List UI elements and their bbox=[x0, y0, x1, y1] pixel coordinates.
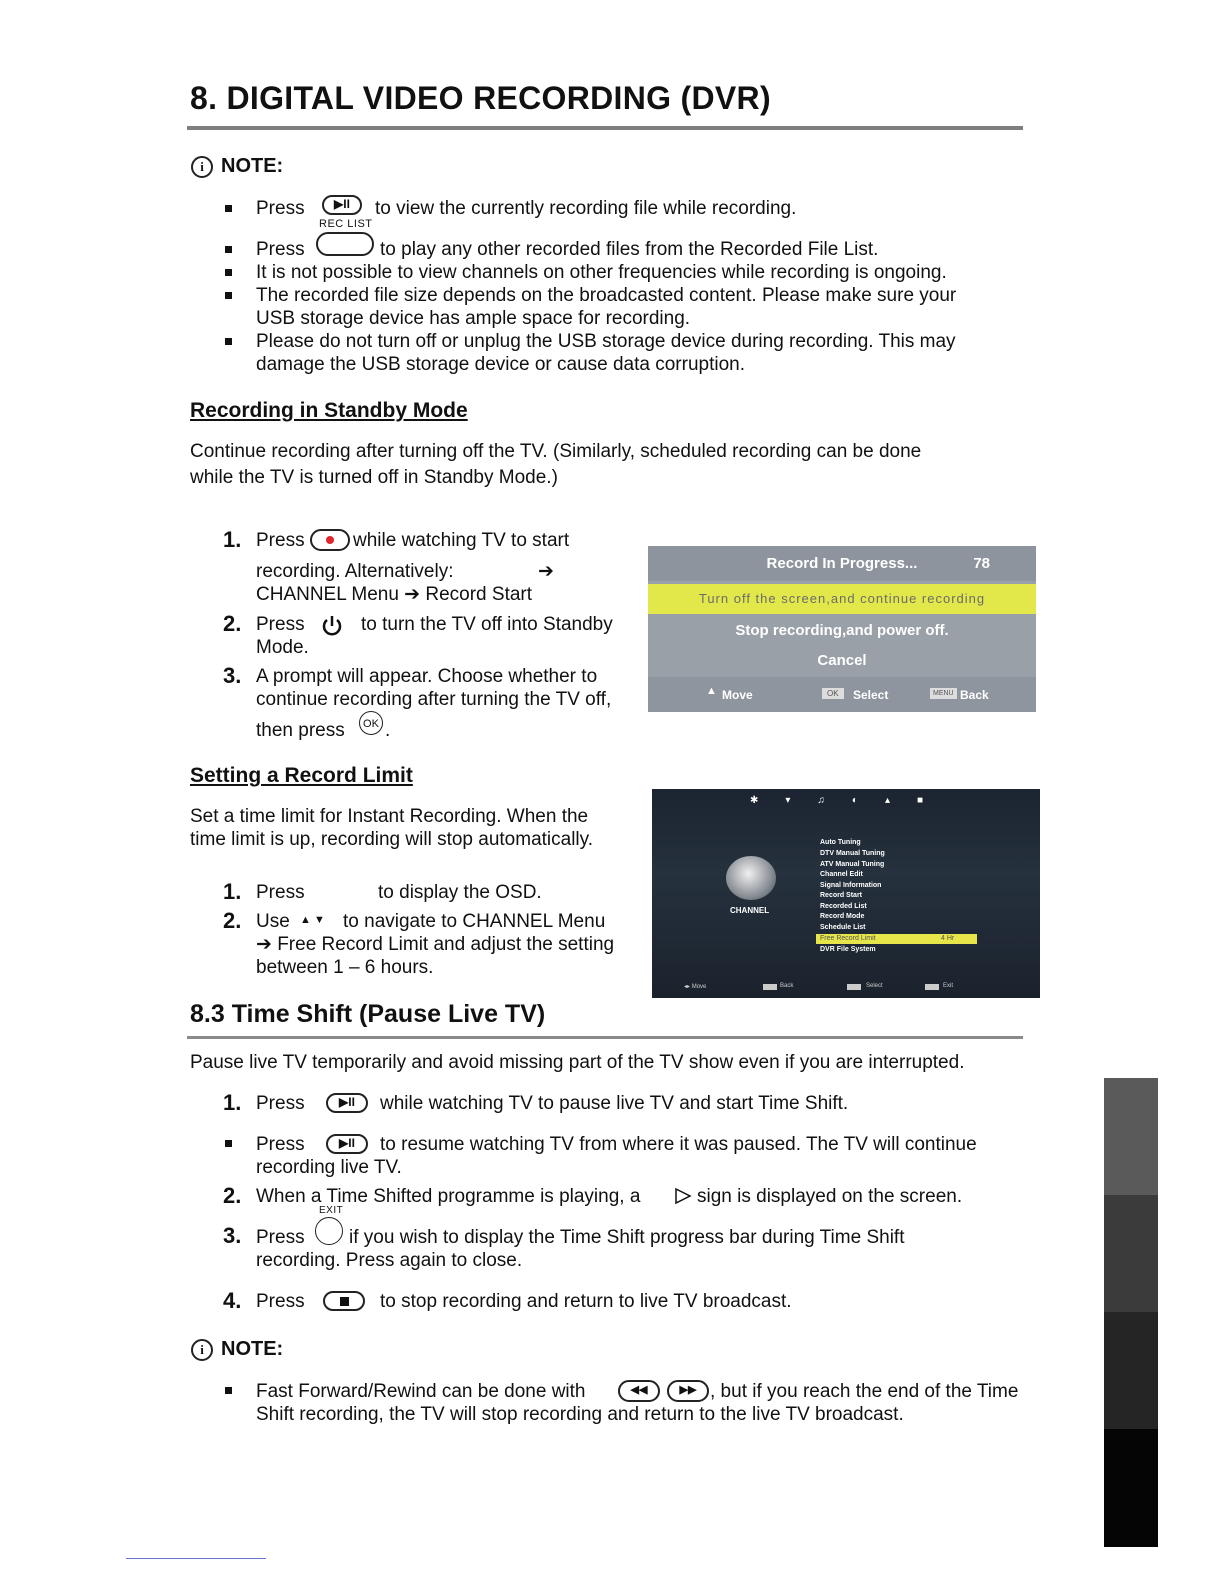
standby-step-2-b: to turn the TV off into Standby bbox=[361, 614, 613, 635]
limit-step-1-a: Press bbox=[256, 882, 305, 903]
note2-line-1-a: Fast Forward/Rewind can be done with bbox=[256, 1381, 586, 1402]
menu-item: Recorded List bbox=[820, 903, 867, 910]
menu-item: DVR File System bbox=[820, 946, 876, 953]
menu-item: Record Start bbox=[820, 892, 863, 899]
note2-line-2: Shift recording, the TV will stop recording and return to the live TV broadcast. bbox=[256, 1404, 904, 1425]
osd-option-cancel: Cancel bbox=[817, 652, 867, 669]
page-title: 8. DIGITAL VIDEO RECORDING (DVR) bbox=[190, 80, 771, 116]
timeshift-bullet-b: to resume watching TV from where it was paused. The TV will continue bbox=[380, 1134, 977, 1155]
play-pause-button-icon: ▶II bbox=[326, 1134, 368, 1154]
note-5-line-2: damage the USB storage device or cause data corruption. bbox=[256, 354, 746, 375]
step-number: 2. bbox=[223, 908, 242, 933]
info-icon: i bbox=[191, 156, 213, 178]
timeshift-bullet-line-2: recording live TV. bbox=[256, 1157, 402, 1178]
limit-intro-line-1: Set a time limit for Instant Recording. When the bbox=[190, 806, 589, 827]
limit-step-2-line-3: between 1 – 6 hours. bbox=[256, 957, 434, 978]
osd-option-continue: Turn off the screen,and continue recording bbox=[648, 584, 1036, 614]
step-number: 1. bbox=[223, 527, 242, 552]
timeshift-step-2-a: When a Time Shifted programme is playing, a bbox=[256, 1186, 641, 1207]
period: . bbox=[385, 720, 391, 741]
bullet bbox=[225, 269, 232, 276]
menu-item: ATV Manual Tuning bbox=[820, 861, 885, 868]
timeshift-step-1-b: while watching TV to pause live TV and start Time Shift. bbox=[380, 1093, 849, 1114]
osd-select-label: Select bbox=[853, 688, 889, 702]
limit-intro-line-2: time limit is up, recording will stop automatically. bbox=[190, 829, 594, 850]
limit-step-2-line-2: ➔ Free Record Limit and adjust the setting bbox=[256, 934, 615, 955]
standby-step-1-b: while watching TV to start bbox=[353, 530, 570, 551]
osd-move-label: Move bbox=[722, 688, 753, 702]
menu-item: Signal Information bbox=[820, 882, 882, 889]
rec-list-label: REC LIST bbox=[319, 218, 373, 230]
power-icon bbox=[320, 614, 344, 638]
note-1-text-b: to view the currently recording file while recording. bbox=[375, 198, 797, 219]
play-pause-button-icon: ▶II bbox=[322, 195, 362, 215]
exit-button-icon bbox=[315, 1217, 343, 1245]
note-label: NOTE: bbox=[221, 155, 284, 177]
osd-back-label: Back bbox=[960, 688, 989, 702]
menu-item: Channel Edit bbox=[820, 871, 863, 878]
channel-label: CHANNEL bbox=[730, 906, 770, 915]
footer-select-label: Select bbox=[866, 983, 883, 989]
standby-section-title: Recording in Standby Mode bbox=[190, 399, 468, 422]
note-4-line-1: The recorded file size depends on the broadcasted content. Please make sure your bbox=[256, 285, 957, 306]
note-1-text-a: Press bbox=[256, 198, 305, 219]
info-icon: i bbox=[191, 1339, 213, 1361]
osd-countdown: 78 bbox=[973, 555, 990, 572]
fast-forward-button-icon: ▶▶ bbox=[667, 1380, 709, 1402]
step-number: 4. bbox=[223, 1288, 242, 1313]
bullet bbox=[225, 1387, 232, 1394]
standby-intro-line-1: Continue recording after turning off the TV. (Similarly, scheduled recording can be done bbox=[190, 441, 922, 462]
record-dot-icon bbox=[326, 536, 334, 544]
osd-option-stop: Stop recording,and power off. bbox=[735, 622, 949, 639]
record-limit-section-title: Setting a Record Limit bbox=[190, 764, 413, 787]
timeshift-step-2-b: sign is displayed on the screen. bbox=[697, 1186, 963, 1207]
step-number: 2. bbox=[223, 611, 242, 636]
bullet bbox=[225, 246, 232, 253]
limit-step-2-b: to navigate to CHANNEL Menu bbox=[343, 911, 606, 932]
step-number: 2. bbox=[223, 1183, 242, 1208]
arrow-icon: ➔ bbox=[538, 561, 554, 582]
title-rule bbox=[187, 126, 1023, 130]
timeshift-step-3-b: if you wish to display the Time Shift progress bar during Time Shift bbox=[349, 1227, 905, 1248]
standby-intro-line-2: while the TV is turned off in Standby Mode.) bbox=[190, 467, 558, 488]
standby-step-3-line-1: A prompt will appear. Choose whether to bbox=[256, 666, 598, 687]
channel-menu-screenshot bbox=[652, 789, 1040, 998]
footer-move: ◂▸ Move bbox=[684, 984, 707, 990]
play-pause-button-icon: ▶II bbox=[326, 1093, 368, 1113]
timeshift-bullet-a: Press bbox=[256, 1134, 305, 1155]
side-tab bbox=[1104, 1195, 1158, 1312]
bullet bbox=[225, 338, 232, 345]
timeshift-intro: Pause live TV temporarily and avoid missing part of the TV show even if you are interrupted. bbox=[190, 1052, 965, 1073]
osd-menu-key: MENU bbox=[930, 688, 957, 699]
menu-item-highlighted: Free Record Limit bbox=[820, 935, 876, 942]
footer-key bbox=[925, 984, 939, 990]
stop-button-icon bbox=[323, 1291, 365, 1311]
footer-back-label: Back bbox=[780, 983, 794, 989]
timeshift-section-title: 8.3 Time Shift (Pause Live TV) bbox=[190, 1000, 546, 1028]
side-tab bbox=[1104, 1312, 1158, 1429]
menu-item-value: 4 Hr bbox=[941, 935, 955, 942]
standby-step-1-line-3: CHANNEL Menu ➔ Record Start bbox=[256, 584, 533, 605]
limit-step-1-b: to display the OSD. bbox=[378, 882, 542, 903]
menu-item: DTV Manual Tuning bbox=[820, 850, 885, 857]
bullet bbox=[225, 292, 232, 299]
standby-step-3-line-2: continue recording after turning the TV off, bbox=[256, 689, 612, 710]
footer-key bbox=[763, 984, 777, 990]
osd-footer bbox=[648, 677, 1036, 712]
menu-item: Schedule List bbox=[820, 924, 866, 931]
standby-step-3-line-3: then press bbox=[256, 720, 345, 741]
step-number: 1. bbox=[223, 1090, 242, 1115]
bullet bbox=[225, 1140, 232, 1147]
timeshift-step-4-b: to stop recording and return to live TV broadcast. bbox=[380, 1291, 792, 1312]
standby-step-1-line-2: recording. Alternatively: bbox=[256, 561, 454, 582]
ok-button-icon: OK bbox=[359, 711, 383, 735]
timeshift-step-1-a: Press bbox=[256, 1093, 305, 1114]
timeshift-step-4-a: Press bbox=[256, 1291, 305, 1312]
osd-ok-key: OK bbox=[822, 688, 844, 699]
standby-step-2-line-2: Mode. bbox=[256, 637, 309, 658]
up-down-arrows-icon: ▲ bbox=[706, 685, 717, 697]
exit-label: EXIT bbox=[319, 1205, 344, 1216]
osd-title: Record In Progress... bbox=[766, 555, 918, 572]
note-2-text-b: to play any other recorded files from the Recorded File List. bbox=[380, 239, 879, 260]
standby-step-2-a: Press bbox=[256, 614, 305, 635]
step-number: 1. bbox=[223, 879, 242, 904]
menu-tab-icons: ✱▾♫◐▴■ bbox=[750, 795, 950, 806]
up-down-arrow-icons: ▲ ▼ bbox=[300, 914, 325, 926]
menu-item: Record Mode bbox=[820, 913, 865, 920]
note-2-text-a: Press bbox=[256, 239, 305, 260]
satellite-dish-icon bbox=[726, 856, 776, 900]
standby-step-1-a: Press bbox=[256, 530, 305, 551]
footer-move-label: Move bbox=[691, 984, 707, 990]
footer-key bbox=[847, 984, 861, 990]
limit-step-2-a: Use bbox=[256, 911, 290, 932]
note-5-line-1: Please do not turn off or unplug the USB storage device during recording. This may bbox=[256, 331, 956, 352]
timeshift-step-3-line-2: recording. Press again to close. bbox=[256, 1250, 523, 1271]
menu-item: Auto Tuning bbox=[820, 839, 861, 846]
timeshift-step-3-a: Press bbox=[256, 1227, 305, 1248]
osd-title-bar bbox=[648, 546, 1036, 581]
side-tab bbox=[1104, 1078, 1158, 1195]
step-number: 3. bbox=[223, 663, 242, 688]
footer-line bbox=[126, 1558, 266, 1559]
note2-line-1-b: , but if you reach the end of the Time bbox=[710, 1381, 1019, 1402]
step-number: 3. bbox=[223, 1223, 242, 1248]
note-4-line-2: USB storage device has ample space for recording. bbox=[256, 308, 691, 329]
rewind-button-icon: ◀◀ bbox=[618, 1380, 660, 1402]
record-button-icon bbox=[310, 529, 350, 551]
stop-square-icon bbox=[340, 1297, 349, 1306]
record-in-progress-screenshot bbox=[648, 546, 1036, 712]
note-3-text: It is not possible to view channels on other frequencies while recording is ongoing. bbox=[256, 262, 947, 283]
rec-list-button-icon bbox=[316, 232, 374, 256]
footer-exit-label: Exit bbox=[943, 983, 954, 989]
bullet bbox=[225, 205, 232, 212]
note-label: NOTE: bbox=[221, 1338, 284, 1360]
timeshift-rule bbox=[187, 1036, 1023, 1039]
play-triangle-icon bbox=[674, 1187, 692, 1205]
side-tab bbox=[1104, 1429, 1158, 1547]
